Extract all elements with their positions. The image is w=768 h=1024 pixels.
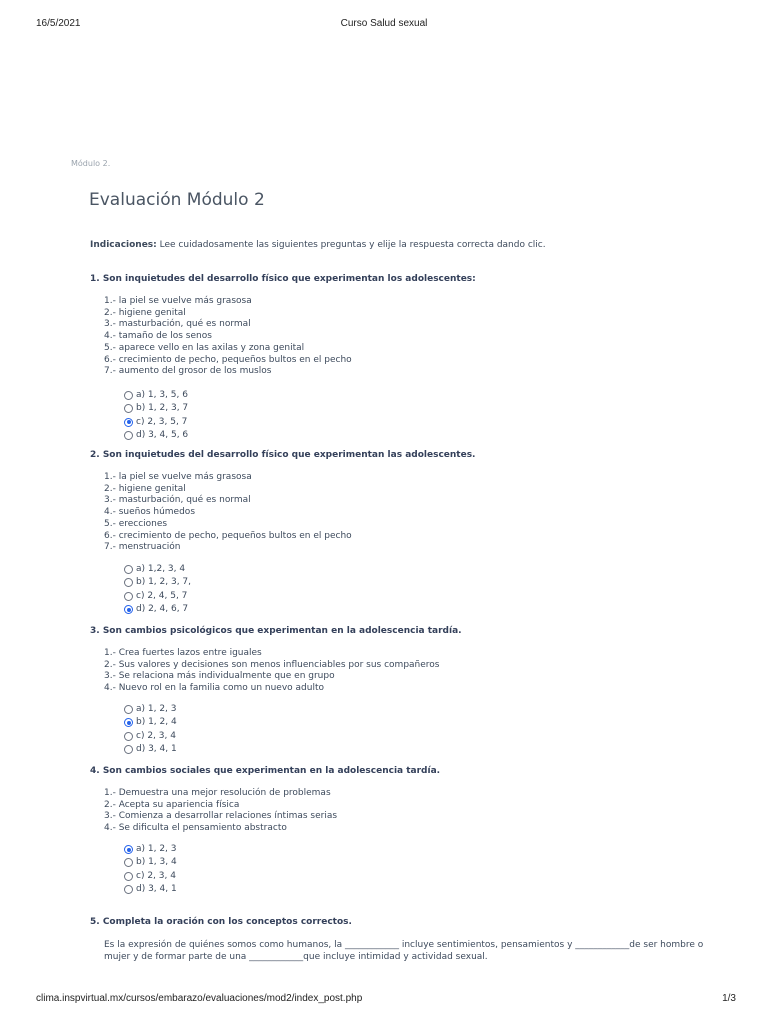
question-4-items [104, 788, 337, 835]
option-label: c) 2, 3, 5, 7 [136, 416, 188, 427]
radio-button[interactable] [124, 718, 133, 727]
list-item: 2.- higiene genital [104, 483, 186, 494]
list-item: 3.- Comienza a desarrollar relaciones íntimas serias [104, 811, 338, 822]
list-item: 3.- masturbación, qué es normal [104, 495, 251, 506]
list-item: 1.- la piel se vuelve más grasosa [104, 296, 252, 306]
instructions [90, 240, 546, 250]
print-footer-url: clima.inspvirtual.mx/cursos/embarazo/evaluaciones/mod2/index_post.php [36, 993, 363, 1004]
option-b[interactable] [124, 576, 191, 589]
option-label: c) 2, 4, 5, 7 [136, 590, 188, 601]
question-1-heading: 1. Son inquietudes del desarrollo físico que experimentan los adolescentes: [90, 274, 476, 284]
radio-button[interactable] [124, 431, 133, 440]
list-item: 3.- Se relaciona más individualmente que en grupo [104, 671, 335, 682]
option-c[interactable] [124, 590, 191, 603]
option-d[interactable] [124, 429, 188, 442]
option-label: b) 1, 2, 3, 7, [136, 577, 192, 588]
option-b[interactable] [124, 716, 177, 729]
list-item: 1.- Crea fuertes lazos entre iguales [104, 648, 262, 658]
print-date: 16/5/2021 [36, 18, 81, 29]
option-label: d) 3, 4, 1 [136, 883, 177, 894]
radio-button[interactable] [124, 705, 133, 714]
radio-button[interactable] [124, 745, 133, 754]
radio-button[interactable] [124, 858, 133, 867]
page-title: Evaluación Módulo 2 [89, 190, 265, 210]
radio-button[interactable] [124, 605, 133, 614]
radio-button[interactable] [124, 885, 133, 894]
list-item: 1.- la piel se vuelve más grasosa [104, 472, 252, 482]
breadcrumb[interactable]: Módulo 2. [71, 159, 111, 168]
list-item: 4.- Se dificulta el pensamiento abstracto [104, 823, 287, 834]
print-page-number: 1/3 [722, 993, 736, 1004]
list-item: 2.- higiene genital [104, 307, 186, 318]
list-item: 5.- aparece vello en las axilas y zona genital [104, 342, 305, 353]
list-item: 6.- crecimiento de pecho, pequeños bultos en el pecho [104, 354, 352, 365]
option-b[interactable] [124, 856, 177, 869]
option-label: b) 1, 2, 4 [136, 717, 177, 728]
instructions-text: Lee cuidadosamente las siguientes preguntas y elije la respuesta correcta dando clic. [156, 240, 546, 250]
question-3-options [124, 703, 177, 756]
question-2-options [124, 563, 191, 616]
list-item: 4.- tamaño de los senos [104, 331, 212, 342]
option-b[interactable] [124, 402, 188, 415]
list-item: 2.- Sus valores y decisiones son menos influenciables por sus compañeros [104, 659, 440, 670]
option-a[interactable] [124, 563, 191, 576]
question-3-items [104, 648, 440, 695]
option-label: a) 1,2, 3, 4 [136, 564, 186, 574]
question-5-heading: 5. Completa la oración con los conceptos correctos. [90, 917, 352, 927]
option-label: c) 2, 3, 4 [136, 870, 176, 881]
option-label: d) 2, 4, 6, 7 [136, 603, 189, 614]
radio-button[interactable] [124, 845, 133, 854]
list-item: 7.- menstruación [104, 542, 181, 553]
instructions-label: Indicaciones: [90, 240, 157, 250]
option-c[interactable] [124, 870, 177, 883]
radio-button[interactable] [124, 391, 133, 400]
radio-button[interactable] [124, 404, 133, 413]
radio-button[interactable] [124, 732, 133, 741]
option-a[interactable] [124, 389, 188, 402]
question-4-heading: 4. Son cambios sociales que experimentan en la adolescencia tardía. [90, 766, 441, 776]
option-label: a) 1, 2, 3 [136, 704, 177, 714]
list-item: 5.- erecciones [104, 518, 168, 529]
option-d[interactable] [124, 743, 177, 756]
list-item: 4.- sueños húmedos [104, 507, 196, 518]
question-2-heading: 2. Son inquietudes del desarrollo físico que experimentan las adolescentes. [90, 450, 476, 460]
question-4-options [124, 843, 177, 896]
option-label: a) 1, 3, 5, 6 [136, 390, 188, 400]
option-label: b) 1, 2, 3, 7 [136, 403, 189, 414]
option-d[interactable] [124, 603, 191, 616]
radio-button[interactable] [124, 418, 133, 427]
option-label: a) 1, 2, 3 [136, 844, 177, 854]
question-1-items [104, 296, 352, 378]
option-c[interactable] [124, 416, 188, 429]
radio-button[interactable] [124, 565, 133, 574]
list-item: 4.- Nuevo rol en la familia como un nuevo adulto [104, 683, 325, 694]
question-2-items [104, 472, 352, 554]
radio-button[interactable] [124, 592, 133, 601]
option-label: d) 3, 4, 5, 6 [136, 429, 189, 440]
list-item: 6.- crecimiento de pecho, pequeños bultos en el pecho [104, 530, 352, 541]
option-a[interactable] [124, 843, 177, 856]
list-item: 3.- masturbación, qué es normal [104, 319, 251, 330]
list-item: 7.- aumento del grosor de los muslos [104, 366, 272, 377]
option-label: c) 2, 3, 4 [136, 730, 176, 741]
radio-button[interactable] [124, 872, 133, 881]
list-item: 1.- Demuestra una mejor resolución de problemas [104, 788, 331, 798]
option-a[interactable] [124, 703, 177, 716]
question-3-heading: 3. Son cambios psicológicos que experimentan en la adolescencia tardía. [90, 626, 462, 636]
option-label: b) 1, 3, 4 [136, 857, 177, 868]
radio-button[interactable] [124, 578, 133, 587]
print-title: Curso Salud sexual [340, 18, 428, 29]
option-label: d) 3, 4, 1 [136, 743, 177, 754]
option-c[interactable] [124, 730, 177, 743]
fill-in-sentence: Es la expresión de quiénes somos como humanos, la ____________ incluye sentimientos, pensamientos y ____________de ser hombre o mujer y de formar parte de una ____________que incluye intimidad y actividad sexual. [104, 940, 704, 962]
list-item: 2.- Acepta su apariencia física [104, 799, 240, 810]
option-d[interactable] [124, 883, 177, 896]
question-1-options [124, 389, 188, 442]
